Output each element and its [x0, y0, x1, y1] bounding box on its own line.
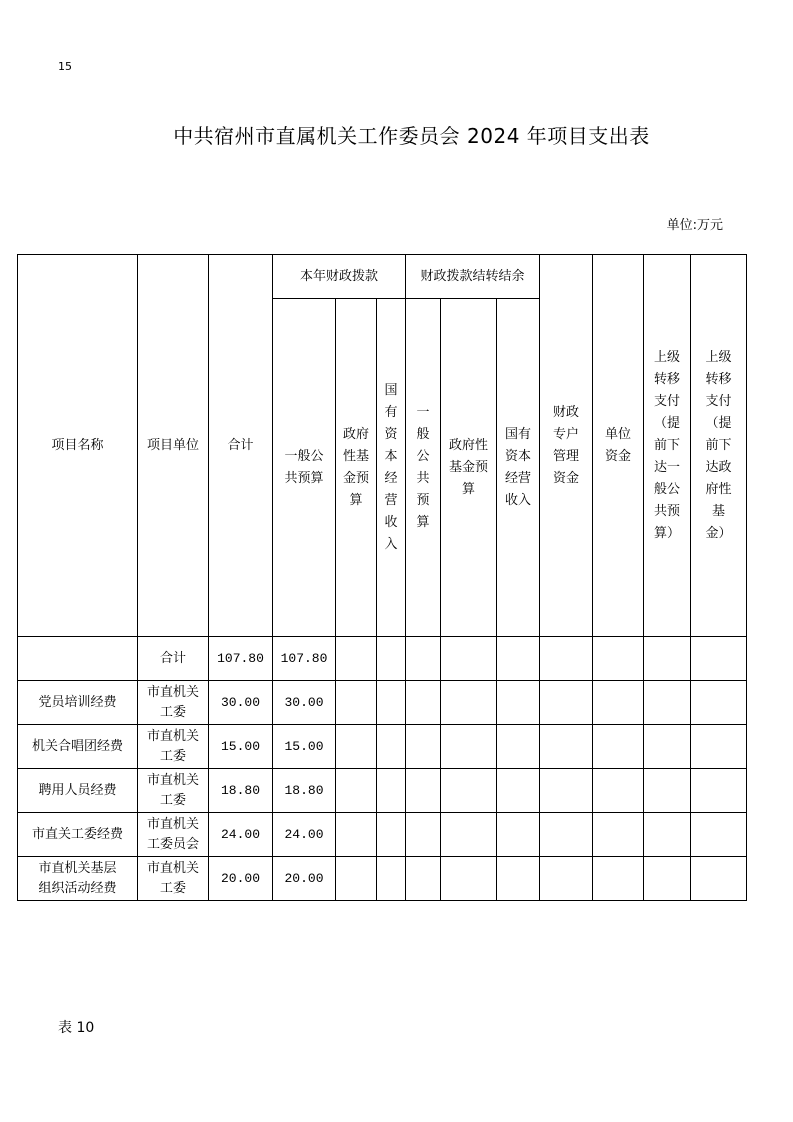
header-cy-general: 一般公共预算	[273, 299, 336, 637]
page-number: 15	[58, 60, 72, 73]
header-transfer-general: 上级转移支付（提前下达一般公共预算）	[644, 255, 691, 637]
page-title: 中共宿州市直属机关工作委员会 2024 年项目支出表	[173, 124, 650, 148]
header-carryover-group: 财政拨款结转结余	[406, 255, 540, 299]
header-total: 合计	[209, 255, 273, 637]
row-total: 15.00	[209, 725, 273, 769]
project-expenditure-table	[17, 254, 747, 901]
row-cy-general: 15.00	[273, 725, 336, 769]
row-project-name: 机关合唱团经费	[18, 725, 138, 769]
row-project-name: 市直机关基层组织活动经费	[18, 857, 138, 901]
row-project-name: 党员培训经费	[18, 681, 138, 725]
row-project-unit: 市直机关工委	[138, 725, 209, 769]
row-project-name: 聘用人员经费	[18, 769, 138, 813]
row-total: 18.80	[209, 769, 273, 813]
row-project-name: 市直关工委经费	[18, 813, 138, 857]
row-project-unit: 市直机关工委	[138, 769, 209, 813]
header-cy-state: 国有资本经营收入	[377, 299, 406, 637]
table-row	[18, 813, 747, 857]
row-project-unit: 市直机关工委	[138, 857, 209, 901]
row-cy-general: 24.00	[273, 813, 336, 857]
header-cy-fund: 政府性基金预算	[336, 299, 377, 637]
header-co-state: 国有资本经营收入	[497, 299, 540, 637]
row-project-unit: 市直机关工委员会	[138, 813, 209, 857]
row-total: 24.00	[209, 813, 273, 857]
row-cy-general: 30.00	[273, 681, 336, 725]
header-unit-funds: 单位资金	[593, 255, 644, 637]
header-project-name: 项目名称	[18, 255, 138, 637]
table-row	[18, 769, 747, 813]
total-row-cy-general: 107.80	[273, 637, 336, 681]
row-cy-general: 20.00	[273, 857, 336, 901]
table-label: 表 10	[58, 1020, 95, 1036]
table-row	[18, 725, 747, 769]
table-row	[18, 857, 747, 901]
row-cy-general: 18.80	[273, 769, 336, 813]
table-row	[18, 681, 747, 725]
header-transfer-fund: 上级转移支付（提前下达政府性基金）	[691, 255, 747, 637]
header-project-unit: 项目单位	[138, 255, 209, 637]
row-total: 30.00	[209, 681, 273, 725]
total-row-label: 合计	[138, 637, 209, 681]
header-special-account: 财政专户管理资金	[540, 255, 593, 637]
unit-label: 单位:万元	[666, 218, 723, 233]
table-row-total	[18, 637, 747, 681]
row-total: 20.00	[209, 857, 273, 901]
header-co-fund: 政府性基金预算	[441, 299, 497, 637]
row-project-unit: 市直机关工委	[138, 681, 209, 725]
total-row-total: 107.80	[209, 637, 273, 681]
header-current-year-group: 本年财政拨款	[273, 255, 406, 299]
header-co-general: 一般公共预算	[406, 299, 441, 637]
